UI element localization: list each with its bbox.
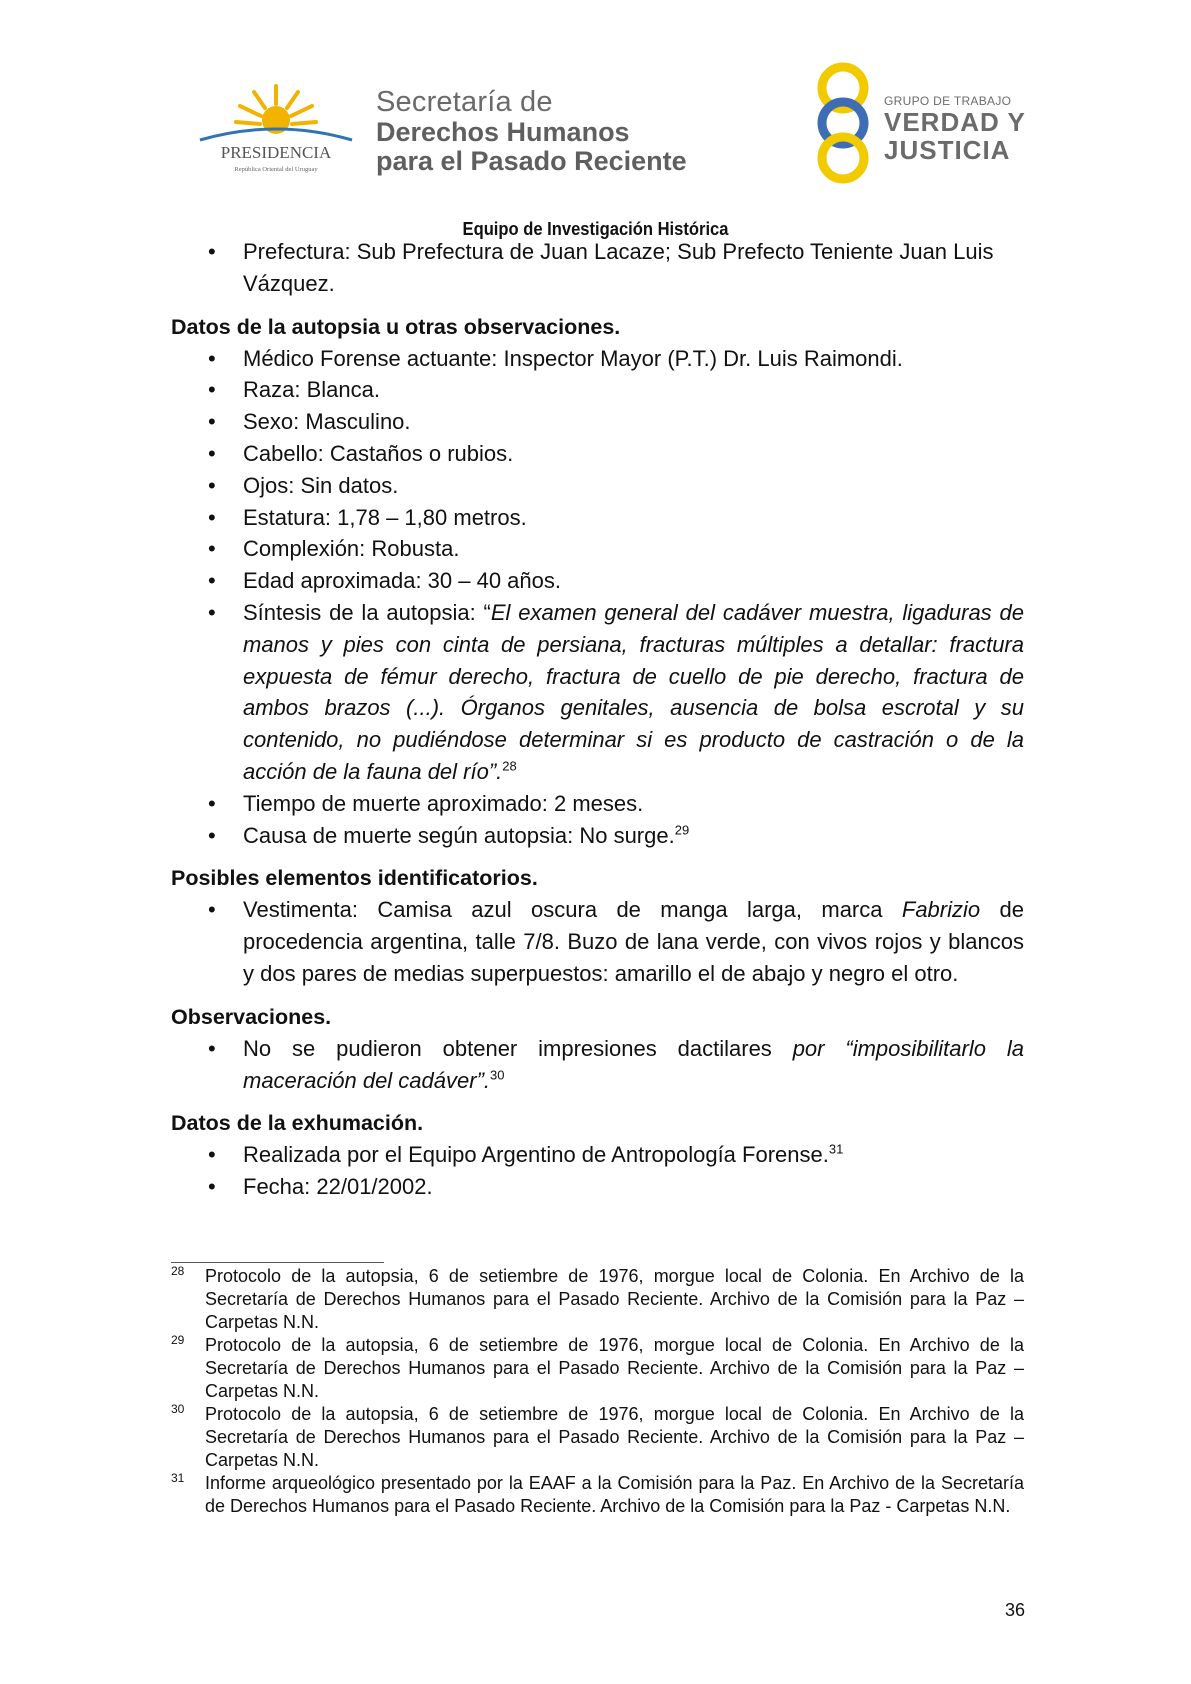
bullet-icon: •: [208, 599, 216, 625]
list-item: • No se pudieron obtener impresiones dactilares por “imposibilitarlo la maceración del cadáver”.$^{30}$: [171, 1033, 1024, 1097]
bullet-icon: •: [208, 536, 216, 562]
bullet-icon: •: [208, 568, 216, 594]
bullet-icon: •: [208, 377, 216, 403]
secretaria-logo-text: Secretaría de Derechos Humanos para el Pasado Reciente: [376, 86, 687, 176]
footnote-29: 29 Protocolo de la autopsia, 6 de setiembre de 1976, morgue local de Colonia. En Archivo de la Secretaría de Derechos Humanos para el Pasado Reciente. Archivo de la Comisión para la Paz – Carpetas N.N.: [171, 1333, 1024, 1401]
list-item: • Prefectura: Sub Prefectura de Juan Lacaze; Sub Prefecto Teniente Juan Luis Vázquez.: [171, 236, 1024, 300]
list-item: • Causa de muerte según autopsia: No surge.$^{29}$: [171, 820, 1024, 852]
bullet-icon: •: [208, 504, 216, 530]
bullet-icon: •: [208, 345, 216, 371]
footnote-separator: [171, 1262, 384, 1263]
page-header: [0, 0, 1191, 200]
bullet-icon: •: [208, 1142, 216, 1168]
linked-rings-logo-icon: [812, 62, 874, 184]
footnote-28: 28 Protocolo de la autopsia, 6 de setiembre de 1976, morgue local de Colonia. En Archivo de la Secretaría de Derechos Humanos para el Pasado Reciente. Archivo de la Comisión para la Paz – Carpetas N.N.: [171, 1264, 1024, 1332]
footnote-30: 30 Protocolo de la autopsia, 6 de setiembre de 1976, morgue local de Colonia. En Archivo de la Secretaría de Derechos Humanos para el Pasado Reciente. Archivo de la Comisión para la Paz – Carpetas N.N.: [171, 1402, 1024, 1470]
list-item: • Fecha: 22/01/2002.: [171, 1171, 1024, 1203]
svg-text:PRESIDENCIA: PRESIDENCIA: [220, 143, 332, 162]
bullet-icon: •: [208, 897, 216, 923]
footnote-ref-30[interactable]: 30: [490, 1067, 505, 1083]
section-heading: Datos de la exhumación.: [171, 1111, 424, 1136]
svg-text:República Oriental del Uruguay: República Oriental del Uruguay: [234, 166, 318, 173]
bullet-icon: •: [208, 409, 216, 435]
bullet-icon: •: [208, 790, 216, 816]
section-heading: Posibles elementos identificatorios.: [171, 866, 538, 891]
bullet-icon: •: [208, 1035, 216, 1061]
bullet-icon: •: [208, 239, 216, 264]
bullet-icon: •: [208, 1174, 216, 1200]
list-item: • Médico Forense actuante: Inspector Mayor (P.T.) Dr. Luis Raimondi.: [171, 343, 1024, 375]
presidencia-sun-logo-icon: [196, 78, 356, 178]
section-heading: Datos de la autopsia u otras observaciones.: [171, 314, 621, 339]
verdad-justicia-logo-text: GRUPO DE TRABAJO VERDAD Y JUSTICIA: [884, 94, 1026, 165]
list-item: • Complexión: Robusta.: [171, 533, 1024, 565]
bullet-icon: •: [208, 440, 216, 466]
list-item: • Estatura: 1,78 – 1,80 metros.: [171, 502, 1024, 534]
footnote-ref-31[interactable]: 31: [828, 1142, 844, 1157]
list-item: • Realizada por el Equipo Argentino de Antropología Forense.$^{31}$: [171, 1139, 1024, 1171]
page-number: 36: [1005, 1600, 1026, 1620]
list-item-sintesis: • Síntesis de la autopsia: “El examen general del cadáver muestra, ligaduras de manos y pies con cinta de persiana, fracturas múltiples a detallar: fractura expuesta de fémur derecho, fractura de cuello de pie derecho, fractura de ambos brazos (...). Órganos genitales, ausencia de bolsa escrotal y su contenido, no pudiéndose determinar si es producto de castración o de la acción de la fauna del río”.$^{28}$: [171, 597, 1024, 788]
list-item: • Edad aproximada: 30 – 40 años.: [171, 565, 1024, 597]
section-heading: Observaciones.: [171, 1004, 332, 1029]
footnote-ref-28[interactable]: 28: [502, 758, 517, 774]
list-item: • Vestimenta: Camisa azul oscura de manga larga, marca Fabrizio de procedencia argentina, talle 7/8. Buzo de lana verde, con vivos rojos y blancos y dos pares de medias superpuestos: amarillo el de abajo y negro el otro.: [171, 894, 1024, 989]
document-body: [171, 236, 1024, 1203]
bullet-icon: •: [208, 822, 216, 848]
list-item: • Sexo: Masculino.: [171, 406, 1024, 438]
list-item: • Tiempo de muerte aproximado: 2 meses.: [171, 788, 1024, 820]
team-title: Equipo de Investigación Histórica: [462, 219, 729, 239]
footnotes: [171, 1265, 1024, 1518]
footnote-ref-29[interactable]: 29: [674, 822, 690, 838]
footnote-31: 31 Informe arqueológico presentado por la EAAF a la Comisión para la Paz. En Archivo de la Secretaría de Derechos Humanos para el Pasado Reciente. Archivo de la Comisión para la Paz - Carpetas N.N.: [171, 1471, 1024, 1516]
bullet-icon: •: [208, 472, 216, 498]
autopsia-list: [171, 343, 1024, 852]
list-item: • Cabello: Castaños o rubios.: [171, 438, 1024, 470]
list-item: • Ojos: Sin datos.: [171, 470, 1024, 502]
list-item: • Raza: Blanca.: [171, 374, 1024, 406]
